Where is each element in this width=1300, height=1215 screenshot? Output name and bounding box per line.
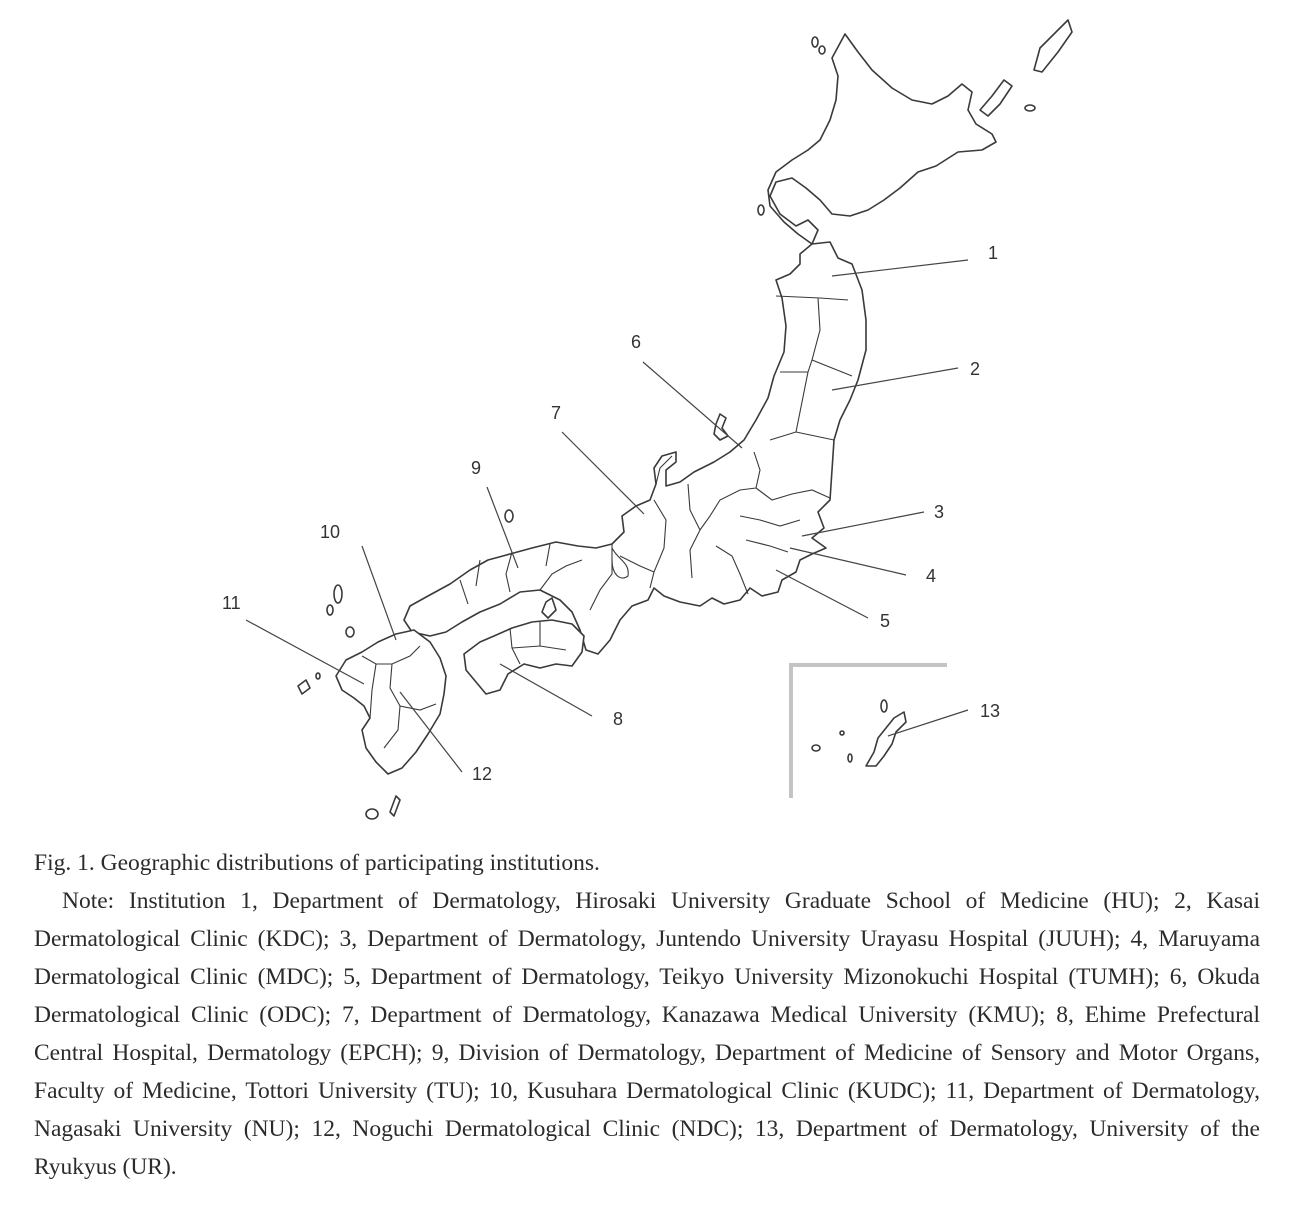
islet <box>848 754 852 762</box>
iki-island <box>346 627 354 637</box>
kyushu <box>336 630 446 774</box>
islet <box>840 731 844 735</box>
marker-label-7: 7 <box>551 403 562 423</box>
yakushima-island <box>390 796 400 816</box>
marker-label-13: 13 <box>980 701 1001 721</box>
marker-label-3: 3 <box>934 502 945 522</box>
marker-label-8: 8 <box>613 709 624 729</box>
islet <box>812 745 820 751</box>
leader-5 <box>776 570 868 618</box>
etorofu-island <box>980 80 1012 116</box>
marker-label-6: 6 <box>631 332 642 352</box>
marker-label-12: 12 <box>472 764 493 784</box>
hokkaido <box>768 34 996 244</box>
inset-frame <box>791 665 947 798</box>
marker-label-1: 1 <box>988 243 999 263</box>
leader-8 <box>500 664 592 716</box>
awaji-island <box>542 598 556 618</box>
marker-label-2: 2 <box>970 359 981 379</box>
leader-4 <box>790 548 906 575</box>
marker-label-11: 11 <box>222 593 241 613</box>
okinawa-island <box>866 712 906 766</box>
okushiri-island <box>758 205 764 215</box>
figure-caption <box>34 844 1260 1186</box>
kunashiri-island <box>1034 20 1072 72</box>
islet <box>316 673 320 679</box>
sado-island <box>714 414 728 440</box>
islet <box>881 700 887 712</box>
marker-label-9: 9 <box>471 458 482 478</box>
rebun-island <box>812 37 818 47</box>
tsushima-south <box>327 605 333 615</box>
leader-10 <box>362 546 396 640</box>
tsushima-island <box>334 585 342 603</box>
leader-7 <box>562 432 644 514</box>
honshu <box>404 242 866 654</box>
marker-label-10: 10 <box>320 522 341 542</box>
leader-6 <box>643 362 742 448</box>
goto-islands <box>298 680 310 694</box>
tanegashima-island <box>366 809 378 819</box>
marker-label-5: 5 <box>880 611 891 631</box>
shikoku <box>464 620 584 694</box>
caption-note: Note: Institution 1, Department of Dermatology, Hirosaki University Graduate School of Medicine (HU); 2, Kasai Dermatological Clinic (KDC); 3, Department of Dermatology, Juntendo University Urayasu Hospital (JUUH); 4, Maruyama Dermatological Clinic (MDC); 5, Department of Dermatology, Teikyo University Mizonokuchi Hospital (TUMH); 6, Okuda Dermatological Clinic (ODC); 7, Department of Dermatology, Kanazawa Medical University (KMU); 8, Ehime Prefectural Central Hospital, Dermatology (EPCH); 9, Division of Dermatology, Department of Medicine of Sensory and Motor Organs, Faculty of Medicine, Tottori University (TU); 10, Kusuhara Dermatological Clinic (KUDC); 11, Department of Dermatology, Nagasaki University (NU); 12, Noguchi Dermatological Clinic (NDC); 13, Department of Dermatology, University of the Ryukyus (UR). <box>34 888 1260 1180</box>
oki-island <box>505 510 513 522</box>
islet <box>1025 105 1035 111</box>
marker-label-4: 4 <box>926 566 937 586</box>
caption-title: Fig. 1. Geographic distributions of participating institutions. <box>34 850 600 876</box>
rishiri-island <box>819 46 825 54</box>
